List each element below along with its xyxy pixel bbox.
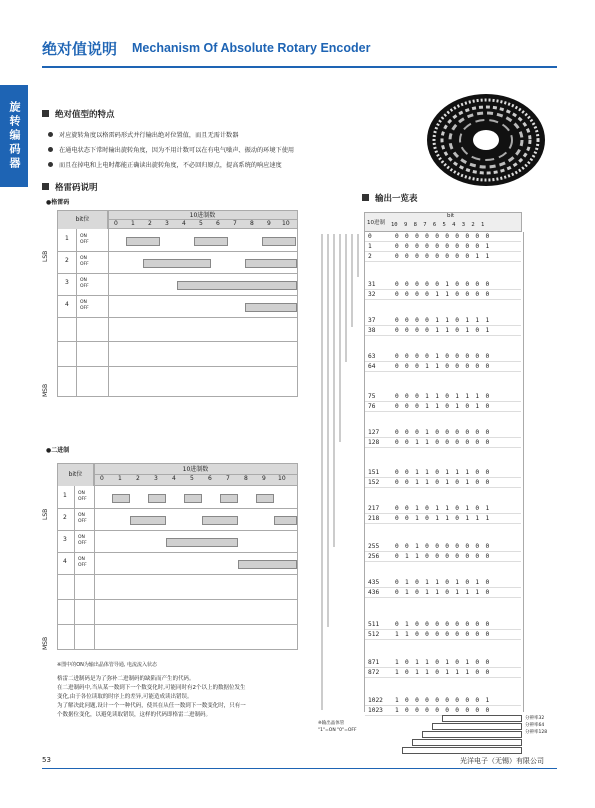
bit-values: 0 1 0 0 0 0 0 0 0 0 [395, 621, 491, 628]
page-title-en: Mechanism Of Absolute Rotary Encoder [132, 41, 371, 55]
bit-values: 0 0 1 0 0 0 0 0 0 0 [395, 543, 491, 550]
bit-values: 0 0 1 1 0 0 0 0 0 0 [395, 439, 491, 446]
bit-values: 0 1 1 0 0 0 0 0 0 0 [395, 553, 491, 560]
off-label: OFF [80, 240, 89, 245]
bit-label: 4 [65, 301, 69, 308]
output-row [365, 514, 523, 524]
on-label: ON [78, 491, 85, 496]
gray-code-label: ●格雷码 [46, 199, 70, 206]
decimal-value: 217 [368, 505, 380, 512]
output-row [365, 552, 523, 562]
signal-bar [238, 560, 297, 569]
page-number: 53 [42, 756, 51, 764]
col-label: 1 [131, 220, 135, 227]
decimal-value: 435 [368, 579, 380, 586]
col-label: 2 [136, 475, 140, 482]
off-label: OFF [80, 306, 89, 311]
bit-values: 1 0 0 0 0 0 0 0 0 1 [395, 697, 491, 704]
output-row [365, 402, 523, 412]
decimal-value: 151 [368, 469, 380, 476]
decimal-header: 10进制 [367, 220, 385, 226]
decimal-value: 218 [368, 515, 380, 522]
feature-bullet: 而且在掉电和上电时都能正确读出旋转角度，不必回归原点，提高系统的响应速度 [48, 160, 282, 169]
decimal-value: 64 [368, 363, 376, 370]
signal-bar [166, 538, 238, 547]
bit-values: 0 1 0 1 1 0 1 0 1 0 [395, 579, 491, 586]
signal-bar [202, 516, 238, 525]
footer-divider [42, 768, 557, 769]
bit-values: 0 0 0 0 1 1 0 1 0 1 [395, 327, 491, 334]
bit-values: 0 0 1 0 1 1 0 1 0 1 [395, 505, 491, 512]
col-label: 3 [154, 475, 158, 482]
off-label: OFF [78, 497, 87, 502]
decimal-header: 10进制数 [94, 464, 297, 475]
bit-values: 0 0 0 0 1 1 0 1 1 1 [395, 317, 491, 324]
range-bar [442, 715, 522, 722]
binary-chart [57, 463, 298, 650]
feature-bullet: 对应旋转角度以格雷码形式并行输出绝对位置值，而且无需计数器 [48, 130, 238, 139]
decimal-value: 152 [368, 479, 380, 486]
bit-values: 0 0 0 1 1 0 1 1 1 0 [395, 393, 491, 400]
col-label: 3 [165, 220, 169, 227]
output-row [365, 242, 523, 252]
msb-label: MSB [42, 383, 49, 397]
on-label: ON [78, 535, 85, 540]
off-label: OFF [78, 563, 87, 568]
decimal-value: 38 [368, 327, 376, 334]
col-label: 7 [226, 475, 230, 482]
side-tab: 旋转编码器 [0, 85, 28, 187]
decimal-value: 63 [368, 353, 376, 360]
header-divider [42, 66, 557, 68]
bit-values: 1 1 0 0 0 0 0 0 0 0 [395, 631, 491, 638]
decimal-value: 0 [368, 233, 372, 240]
output-row [365, 316, 523, 326]
col-label: 9 [262, 475, 266, 482]
off-label: OFF [78, 541, 87, 546]
output-row [365, 290, 523, 300]
signal-bar [126, 237, 160, 246]
signal-bar [220, 494, 238, 503]
section-output-title: 输出一览表 [362, 192, 418, 204]
bit-values: 0 0 0 1 1 0 0 0 0 0 [395, 363, 491, 370]
col-label: 1 [118, 475, 122, 482]
bit-label: 3 [65, 279, 69, 286]
bit-values: 0 0 1 1 0 1 0 1 0 0 [395, 479, 491, 486]
decimal-value: 2 [368, 253, 372, 260]
resolution-labels: 分辨率32 分辨率64 分辨率128 [525, 716, 548, 735]
decimal-value: 76 [368, 403, 376, 410]
off-label: OFF [80, 262, 89, 267]
col-label: 4 [172, 475, 176, 482]
output-legend: ※输出晶体管 "1"=ON "0"=OFF [318, 721, 357, 733]
output-row [365, 438, 523, 448]
output-row [365, 362, 523, 372]
bit-values: 0 0 0 0 1 1 0 0 0 0 [395, 291, 491, 298]
feature-bullet: 在通电状态下常时输出旋转角度，因为不用计数可以在有电气噪声、振动的环境下使用 [48, 145, 294, 154]
decimal-value: 872 [368, 669, 380, 676]
signal-bar [256, 494, 274, 503]
bit-values: 1 0 0 0 0 0 0 0 0 0 [395, 707, 491, 714]
bit-label: 2 [63, 514, 67, 521]
output-row [365, 588, 523, 598]
col-label: 4 [182, 220, 186, 227]
signal-bar [148, 494, 166, 503]
output-row [365, 326, 523, 336]
signal-bar [262, 237, 296, 246]
signal-bar [245, 259, 297, 268]
output-row [365, 352, 523, 362]
col-label: 5 [190, 475, 194, 482]
signal-bar [112, 494, 130, 503]
msb-label: MSB [42, 636, 49, 650]
on-label: ON [80, 234, 87, 239]
page-title-cn: 绝对值说明 [42, 40, 118, 58]
decimal-value: 128 [368, 439, 380, 446]
col-label: 6 [208, 475, 212, 482]
on-label: ON [80, 256, 87, 261]
on-label: ON [80, 300, 87, 305]
decimal-value: 255 [368, 543, 380, 550]
col-label: 2 [148, 220, 152, 227]
bit-label: 1 [65, 235, 69, 242]
decimal-header: 10进制数 [108, 211, 297, 220]
output-table-body [364, 232, 524, 712]
bit-label: 3 [63, 536, 67, 543]
bit-values: 0 0 1 0 1 1 0 1 1 1 [395, 515, 491, 522]
column-numbers [108, 220, 297, 229]
decimal-value: 1022 [368, 697, 383, 704]
output-row [365, 252, 523, 262]
decimal-value: 1 [368, 243, 372, 250]
col-label: 0 [100, 475, 104, 482]
output-row [365, 504, 523, 514]
square-icon [362, 194, 369, 201]
decimal-value: 512 [368, 631, 380, 638]
output-row [365, 668, 523, 678]
decimal-value: 256 [368, 553, 380, 560]
output-row [365, 392, 523, 402]
on-label: ON [80, 278, 87, 283]
output-row [365, 478, 523, 488]
section-gray-title: 格雷码说明 [42, 181, 98, 193]
bit-label: 4 [63, 558, 67, 565]
signal-bar [194, 237, 228, 246]
output-row [365, 232, 523, 242]
output-row [365, 696, 523, 706]
encoder-disc-image [425, 92, 547, 188]
output-row [365, 542, 523, 552]
bit-values: 0 0 0 1 0 0 0 0 0 0 [395, 429, 491, 436]
bit-header: bit位 [58, 211, 108, 229]
bit-values: 0 0 1 1 0 1 1 1 0 0 [395, 469, 491, 476]
decimal-value: 75 [368, 393, 376, 400]
bit-header: bit位 [58, 464, 94, 486]
bit-values: 0 0 0 0 0 0 0 0 0 1 [395, 243, 491, 250]
gray-code-chart [57, 210, 298, 397]
decimal-value: 511 [368, 621, 380, 628]
output-row [365, 658, 523, 668]
bit-values: 0 0 0 0 0 0 0 0 0 0 [395, 233, 491, 240]
bit-columns: 10 9 8 7 6 5 4 3 2 1 [391, 222, 485, 228]
section-features-title: 绝对值型的特点 [42, 108, 115, 120]
bullet-icon [48, 162, 53, 167]
signal-bar [245, 303, 297, 312]
lsb-label: LSB [42, 508, 49, 520]
column-numbers [94, 475, 297, 486]
col-label: 9 [267, 220, 271, 227]
output-table-header [364, 212, 522, 232]
col-label: 0 [114, 220, 118, 227]
square-icon [42, 110, 49, 117]
decimal-value: 37 [368, 317, 376, 324]
range-brackets [314, 232, 364, 712]
decimal-value: 32 [368, 291, 376, 298]
signal-bar [177, 281, 297, 290]
bit-values: 0 0 0 1 1 0 1 0 1 0 [395, 403, 491, 410]
bit-values: 1 0 1 1 0 1 0 1 0 0 [395, 659, 491, 666]
decimal-value: 31 [368, 281, 376, 288]
bit-label: 2 [65, 257, 69, 264]
col-label: 8 [244, 475, 248, 482]
bit-values: 0 0 0 0 0 0 0 0 1 1 [395, 253, 491, 260]
range-bar [402, 747, 522, 754]
decimal-value: 127 [368, 429, 380, 436]
bit-header: bit [447, 213, 455, 219]
lsb-label: LSB [42, 250, 49, 262]
off-label: OFF [78, 519, 87, 524]
company-name: 光洋电子（无锡）有限公司 [460, 757, 544, 765]
col-label: 6 [216, 220, 220, 227]
output-row [365, 468, 523, 478]
decimal-value: 871 [368, 659, 380, 666]
bullet-icon [48, 132, 53, 137]
bullet-icon [48, 147, 53, 152]
output-row [365, 428, 523, 438]
binary-label: ●二进制 [46, 447, 70, 454]
on-label: ON [78, 557, 85, 562]
output-row [365, 630, 523, 640]
bit-label: 1 [63, 492, 67, 499]
signal-bar [143, 259, 211, 268]
square-icon [42, 183, 49, 190]
output-row [365, 280, 523, 290]
col-label: 7 [233, 220, 237, 227]
chart-footnote: ※图中的ON为输出晶体管导通, 电流流入状态 [57, 662, 158, 668]
bit-values: 0 0 0 0 0 1 0 0 0 0 [395, 281, 491, 288]
bit-values: 0 0 0 0 1 0 0 0 0 0 [395, 353, 491, 360]
decimal-value: 436 [368, 589, 380, 596]
output-row [365, 620, 523, 630]
signal-bar [274, 516, 297, 525]
bit-values: 0 1 0 1 1 0 1 1 1 0 [395, 589, 491, 596]
signal-bar [130, 516, 166, 525]
range-bar [412, 739, 522, 746]
off-label: OFF [80, 284, 89, 289]
range-bar [422, 731, 522, 738]
bit-values: 1 0 1 1 0 1 1 1 0 0 [395, 669, 491, 676]
decimal-value: 1023 [368, 707, 383, 714]
on-label: ON [78, 513, 85, 518]
range-bar [432, 723, 522, 730]
col-label: 10 [278, 475, 286, 482]
col-label: 8 [250, 220, 254, 227]
col-label: 5 [199, 220, 203, 227]
output-row [365, 578, 523, 588]
col-label: 10 [282, 220, 290, 227]
explanation-text: 格雷二进制码是为了弥补二进制码的缺陷而产生的代码。 在二进制码中,当从某一数到下一个数变化时,可能同时有2个以上的数据位发生 变化,由于各位读取的时序上的差异,可能造成读出错误。 为了解决此问题,设计一个一种代码，使其在从任一数到下一数变化时，只有一 个数据位变化，以避免读取错误，这样的代码即格雷二进制码。 [57, 676, 246, 718]
signal-bar [184, 494, 202, 503]
